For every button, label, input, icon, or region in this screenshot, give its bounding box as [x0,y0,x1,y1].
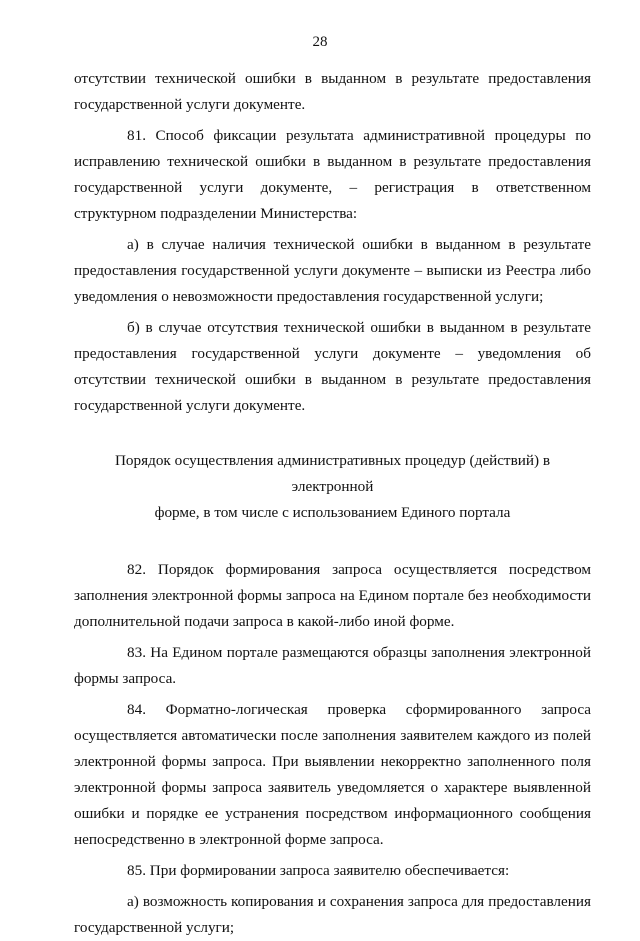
paragraph-85: 85. При формировании запроса заявителю обеспечивается: [127,862,510,879]
document-body [74,66,591,941]
paragraph-82: 82. Порядок формирования запроса осуществляется посредством заполнения электронной формы запроса на Едином портале без необходимости дополнительной подачи запроса в какой-либо иной форме. [74,561,591,630]
paragraph-81-a: а) в случае наличия технической ошибки в выданном в результате предоставления государственной услуги документе – выписки из Реестра либо уведомления о невозможности предоставления государственной услуги; [74,236,591,305]
paragraph-continuation: отсутствии технической ошибки в выданном в результате предоставления государственной услуги документе. [74,70,591,113]
paragraph-83: 83. На Едином портале размещаются образцы заполнения электронной формы запроса. [74,644,591,687]
section-heading-line-1: Порядок осуществления административных процедур (действий) в электронной [114,452,551,495]
paragraph-84: 84. Форматно-логическая проверка сформированного запроса осуществляется автоматически после заполнения заявителем каждого из полей электронной формы запроса. При выявлении некорректно заполненного поля электронной формы запроса заявитель уведомляется о характере выявленной ошибки и порядке ее устранения посредством информационного сообщения непосредственно в электронной форме запроса. [74,701,591,848]
paragraph-81-b: б) в случае отсутствия технической ошибки в выданном в результате предоставления государственной услуги документе – уведомления об отсутствии технической ошибки в выданном в результате предоставления государственной услуги документе. [74,319,591,414]
section-heading-line-2: форме, в том числе с использованием Единого портала [154,504,511,521]
section-heading [74,448,591,526]
paragraph-85-a: а) возможность копирования и сохранения запроса для предоставления государственной услуги; [74,893,591,936]
page-number: 28 [312,34,328,50]
paragraph-81: 81. Способ фиксации результата административной процедуры по исправлению технической ошибки в выданном в результате предоставления государственной услуги документе, – регистрация в ответственном структурном подразделении Министерства: [74,127,591,222]
